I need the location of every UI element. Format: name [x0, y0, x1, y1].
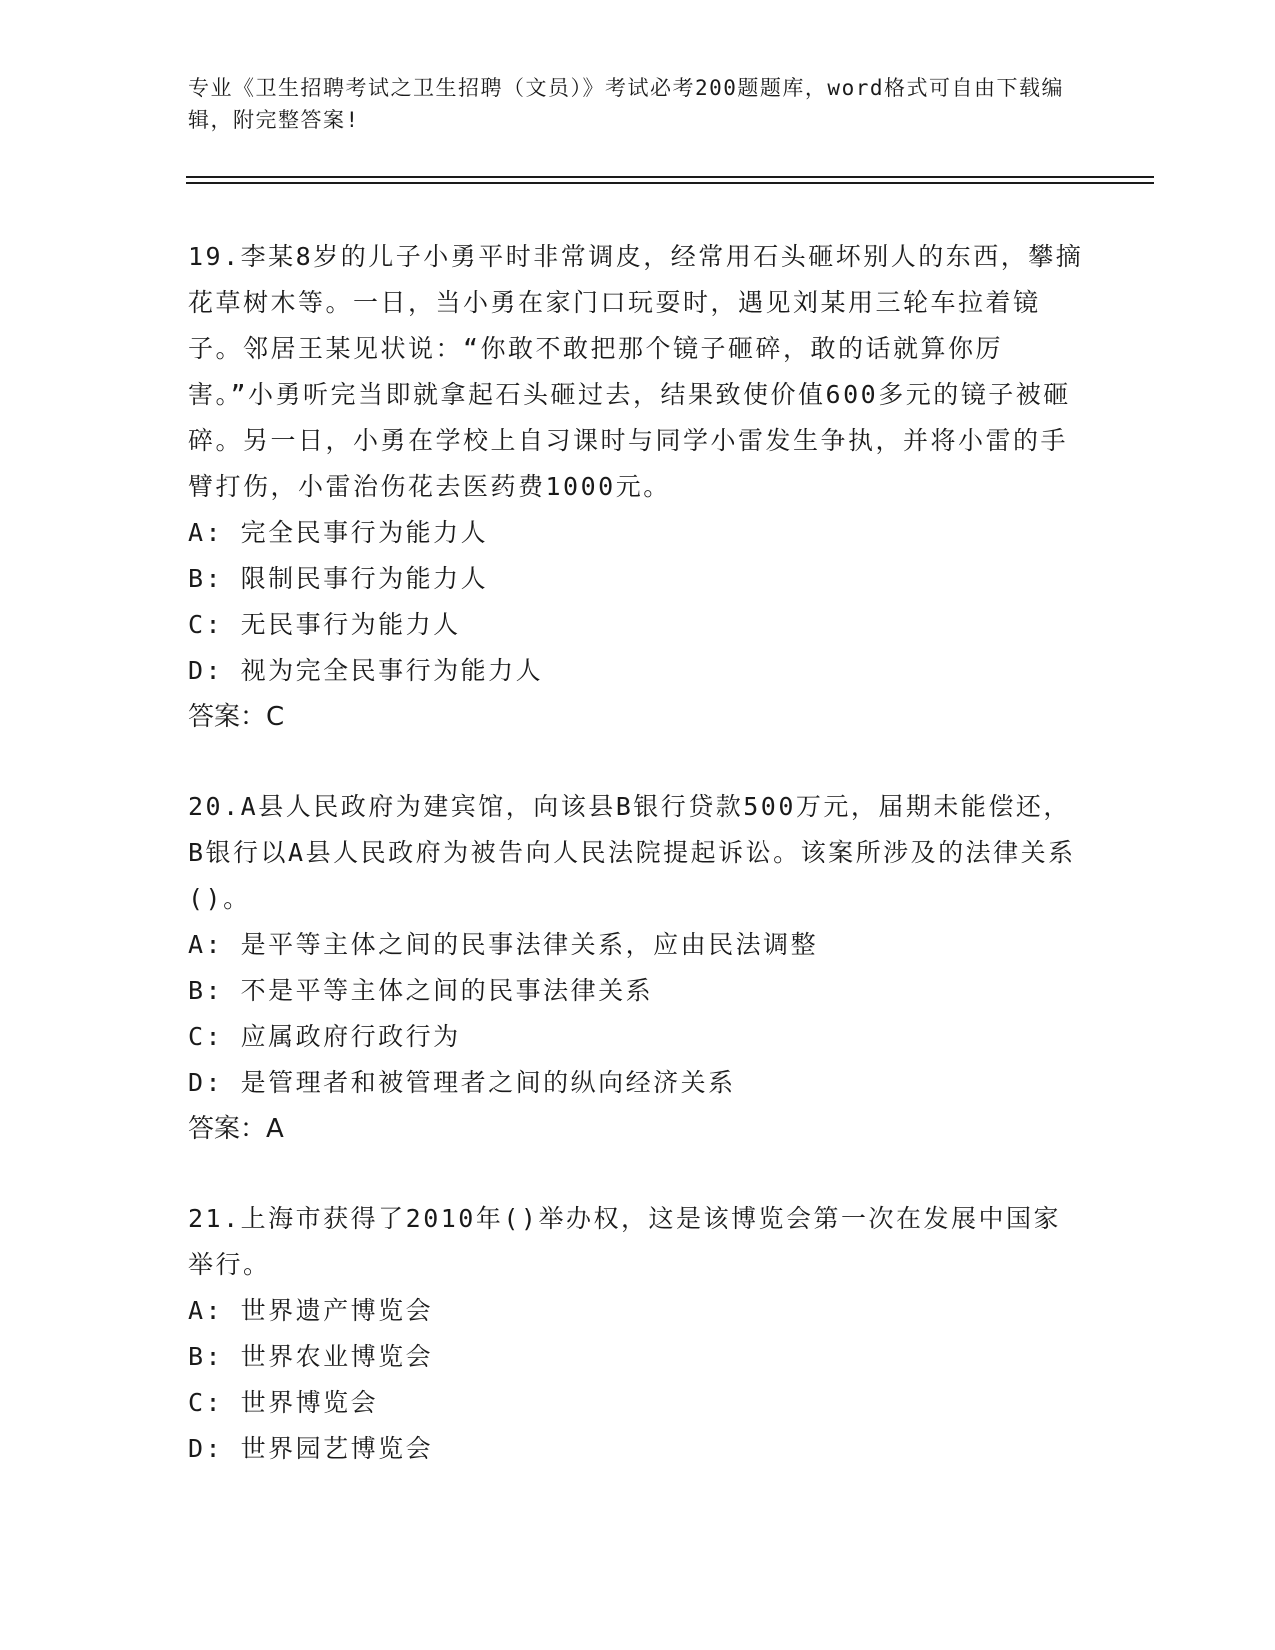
option-d: D: 世界园艺博览会: [188, 1434, 434, 1463]
question-text: 19.李某8岁的儿子小勇平时非常调皮，经常用石头砸坏别人的东西，攀摘花草树木等。一日，当小勇在家门口玩耍时，遇见刘某用三轮车拉着镜子。邻居王某见状说：“你敢不敢把那个镜子砸碎，敢的话就算你厉害。”小勇听完当即就拿起石头砸过去，结果致使价值600多元的镜子被砸碎。另一日，小勇在学校上自习课时与同学小雷发生争执，并将小雷的手臂打伤，小雷治伤花去医药费1000元。: [188, 242, 1084, 501]
question-21: [188, 1196, 1088, 1472]
document-header: 专业《卫生招聘考试之卫生招聘（文员）》考试必考200题题库，word格式可自由下载编辑，附完整答案!: [188, 76, 1064, 132]
option-a: A: 完全民事行为能力人: [188, 518, 489, 547]
question-text: 21.上海市获得了2010年()举办权，这是该博览会第一次在发展中国家举行。: [188, 1204, 1061, 1279]
option-c: C: 世界博览会: [188, 1388, 379, 1417]
answer: 答案：C: [188, 702, 285, 732]
question-19: [188, 234, 1088, 740]
option-d: D: 是管理者和被管理者之间的纵向经济关系: [188, 1068, 736, 1097]
option-a: A: 是平等主体之间的民事法律关系，应由民法调整: [188, 930, 819, 959]
header-divider-bottom: [186, 182, 1154, 184]
answer: 答案：A: [188, 1114, 284, 1144]
option-d: D: 视为完全民事行为能力人: [188, 656, 544, 685]
option-b: B: 世界农业博览会: [188, 1342, 434, 1371]
option-a: A: 世界遗产博览会: [188, 1296, 434, 1325]
option-b: B: 不是平等主体之间的民事法律关系: [188, 976, 654, 1005]
option-c: C: 应属政府行政行为: [188, 1022, 461, 1051]
header-divider-top: [186, 176, 1154, 178]
option-b: B: 限制民事行为能力人: [188, 564, 489, 593]
question-20: [188, 784, 1088, 1152]
option-c: C: 无民事行为能力人: [188, 610, 461, 639]
question-text: 20.A县人民政府为建宾馆，向该县B银行贷款500万元，届期未能偿还，B银行以A县人民政府为被告向人民法院提起诉讼。该案所涉及的法律关系()。: [188, 792, 1076, 913]
